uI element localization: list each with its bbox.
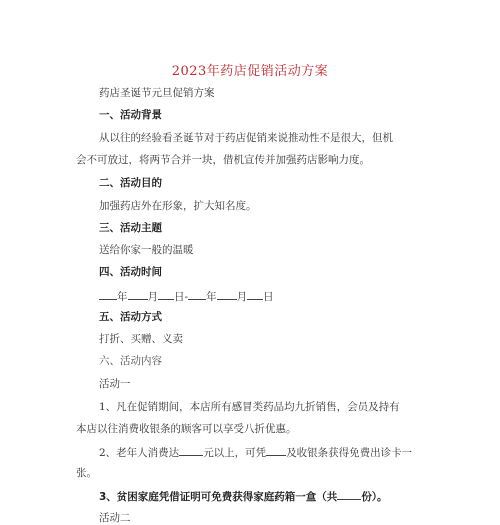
- blank-voucher: [266, 444, 286, 456]
- section-heading-theme: 三、活动主题: [99, 222, 162, 234]
- activity-one-label: 活动一: [99, 378, 131, 390]
- blank-year-start: [99, 288, 117, 300]
- document-title: 2023年药店促销活动方案: [171, 64, 329, 79]
- activity-one-item-3: 3、贫困家庭凭借证明可免费获得家庭药箱一盒（共 份）。: [99, 488, 459, 504]
- blank-day-start: [158, 288, 174, 300]
- paragraph-purpose: 加强药店外在形象，扩大知名度。: [99, 200, 257, 212]
- activity-one-item-1-line-2: 本店以往消费收银条的顾客可以享受八折优惠。: [76, 423, 297, 435]
- paragraph-background-line-2: 会不可放过，将两节合并一块，借机宣传并加强药店影响力度。: [76, 154, 370, 166]
- section-heading-time: 四、活动时间: [99, 266, 162, 278]
- paragraph-theme: 送给你家一般的温暖: [99, 244, 194, 256]
- activity-two-label: 活动二: [99, 512, 131, 524]
- blank-month-start: [128, 288, 148, 300]
- section-heading-content: 六、活动内容: [99, 355, 162, 367]
- section-heading-background: 一、活动背景: [99, 109, 162, 121]
- activity-one-item-2-line-2: 张。: [76, 467, 97, 479]
- blank-count: [337, 488, 361, 500]
- section-heading-method: 五、活动方式: [99, 311, 162, 323]
- paragraph-method: 打折、买赠、义卖: [99, 333, 183, 345]
- blank-amount: [179, 444, 203, 456]
- section-heading-purpose: 二、活动目的: [99, 177, 162, 189]
- activity-one-item-1-line-1: 1、凡在促销期间，本店所有感冒类药品均九折销售，会员及持有: [99, 401, 400, 413]
- paragraph-background-line-1: 从以往的经验看圣诞节对于药店促销来说推动性不是很大，但机: [99, 132, 393, 144]
- document-subtitle: 药店圣诞节元旦促销方案: [99, 87, 215, 99]
- blank-month-end: [217, 288, 237, 300]
- activity-one-item-2-line-1: 2、老年人消费达 元以上，可凭 及收银条获得免费出诊卡一: [99, 444, 459, 460]
- paragraph-time-dates: 年 月 日- 年 月 日: [99, 288, 459, 304]
- blank-day-end: [247, 288, 263, 300]
- blank-year-end: [188, 288, 206, 300]
